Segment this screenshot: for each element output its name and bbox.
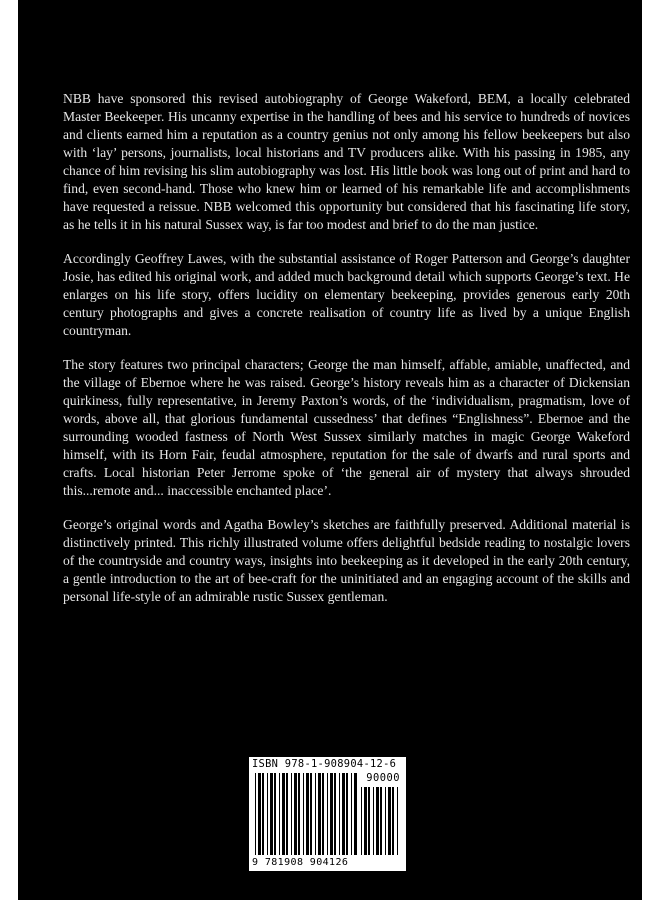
barcode-stripe (346, 773, 348, 855)
barcode-stripe (327, 773, 328, 855)
addon-digits: 90000 (366, 772, 400, 784)
barcode-stripe (322, 773, 324, 855)
blurb-paragraph-4: George’s original words and Agatha Bowley’s sketches are faithfully preserved. Additional material is distinctively printed. This richly illustrated volume offers delightful bedside reading to nostalgic lovers of the countryside and country ways, insights into beekeeping as it developed in the early 20th century, a gentle introduction to the art of bee-craft for the uninitiated and an engaging account of the skills and personal life-style of an admirable rustic Sussex gentleman. (63, 517, 630, 604)
barcode-stripe (339, 773, 340, 855)
ean-digits: 9 781908 904126 (252, 857, 349, 868)
barcode-bars (249, 757, 406, 871)
barcode-stripe (279, 773, 280, 855)
isbn-barcode-box (249, 757, 406, 871)
blurb-paragraph-2: Accordingly Geoffrey Lawes, with the substantial assistance of Roger Patterson and George’s daughter Josie, has edited his original work, and added much background detail which supports George’s text. He enlarges on his life story, offers lucidity on elementary beekeeping, provides generous early 20th century photographs and gives a concrete realisation of country life as lived by a unique English countryman. (63, 251, 630, 338)
barcode-stripe (310, 773, 312, 855)
barcode-stripe (306, 773, 309, 855)
barcode-stripe (397, 787, 398, 855)
barcode-stripe (267, 773, 268, 855)
barcode-stripe (364, 787, 367, 855)
barcode-stripe (351, 773, 352, 855)
barcode-stripe (255, 773, 256, 855)
barcode-stripe (303, 773, 304, 855)
barcode-stripe (298, 773, 300, 855)
barcode-stripe (361, 787, 362, 855)
barcode-stripe (286, 773, 288, 855)
barcode-stripe (342, 773, 345, 855)
barcode-stripe (334, 773, 336, 855)
barcode-stripe (294, 773, 297, 855)
barcode-stripe (388, 787, 391, 855)
barcode-stripe (392, 787, 394, 855)
barcode-stripe (262, 773, 264, 855)
barcode-stripe (270, 773, 273, 855)
blurb-text (63, 90, 630, 622)
barcode-stripe (318, 773, 321, 855)
barcode-stripe (315, 773, 316, 855)
barcode-stripe (291, 773, 292, 855)
barcode-stripe (282, 773, 285, 855)
isbn-label: ISBN 978-1-908904-12-6 (252, 758, 397, 770)
barcode-stripe (376, 787, 379, 855)
barcode-stripe (330, 773, 333, 855)
barcode-stripe (373, 787, 374, 855)
blurb-paragraph-1: NBB have sponsored this revised autobiography of George Wakeford, BEM, a locally celebrated Master Beekeeper. His uncanny expertise in the handling of bees and his service to hundreds of novices and clients earned him a reputation as a country genius not only among his fellow beekeepers but also with ‘lay’ persons, journalists, local historians and TV producers alike. With his passing in 1985, any chance of him revising his slim autobiography was lost. His little book was long out of print and hard to find, even second-hand. Those who knew him or learned of his remarkable life and accomplishments have requested a reissue. NBB welcomed this opportunity but considered that his fascinating life story, as he tells it in his natural Sussex way, is far too modest and brief to do the man justice. (63, 91, 630, 232)
blurb-paragraph-3: The story features two principal characters; George the man himself, affable, amiable, unaffected, and the village of Ebernoe where he was raised. George’s history reveals him as a character of Dickensian quirkiness, fully representative, in Jeremy Paxton’s words, of the ‘individualism, pragmatism, love of words, above all, that glorious fundamental cussedness’ that defines “Englishness”. Ebernoe and the surrounding wooded fastness of North West Sussex similarly matches in magic George Wakeford himself, with its Horn Fair, feudal atmosphere, reputation for the sale of dwarfs and rural sports and crafts. Local historian Peter Jerrome spoke of ‘the general air of mystery that always shrouded this...remote and... inaccessible enchanted place’. (63, 357, 630, 498)
barcode-stripe (385, 787, 386, 855)
barcode-stripe (380, 787, 382, 855)
barcode-stripe (368, 787, 370, 855)
barcode-stripe (354, 773, 357, 855)
barcode-stripe (258, 773, 261, 855)
barcode-stripe (274, 773, 276, 855)
